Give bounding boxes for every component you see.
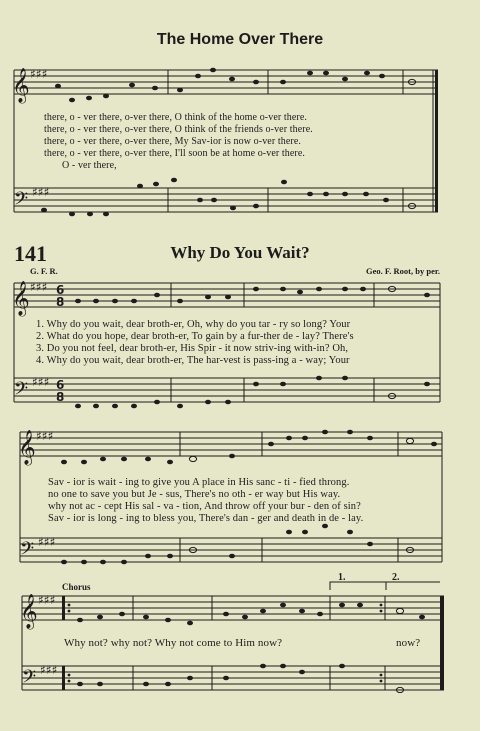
lyric-line: there, o - ver there, o-ver there, I'll soon be at home o-ver there. [44, 148, 305, 159]
first-ending-label: 1. [338, 572, 346, 583]
hymn-number: 141 [14, 241, 47, 266]
composer-credit: Geo. F. Root, by per. [366, 266, 440, 276]
lyric-line: Sav - ior is long - ing to bless you, There's dan - ger and death in de - lay. [48, 513, 364, 524]
lyric-line: there, o - ver there, o-ver there, My Sav-ior is now o-ver there. [44, 136, 301, 147]
svg-text:♯♯♯: ♯♯♯ [36, 429, 54, 443]
svg-text:♯♯♯: ♯♯♯ [38, 535, 56, 549]
svg-text:♯♯♯: ♯♯♯ [32, 185, 50, 199]
svg-text:6: 6 [56, 283, 65, 297]
staff-system1-bass [14, 188, 438, 212]
svg-text:8: 8 [56, 390, 65, 404]
lyric-line: there, o - ver there, o-ver there, O think of the home o-ver there. [44, 112, 307, 123]
lyric-line: 3. Do you not feel, dear broth-er, His Spir - it now striv-ing with-in? Oh, [36, 343, 349, 354]
svg-text:𝄞: 𝄞 [20, 594, 38, 629]
lyric-line: Sav - ior is wait - ing to give you A place in His sanc - ti - fied throng. [48, 477, 350, 488]
svg-text:6: 6 [56, 378, 65, 392]
chorus-end-lyric: now? [396, 637, 421, 649]
lyric-line: 2. What do you hope, dear broth-er, To gain by a fur-ther de - lay? There's [36, 331, 354, 342]
bass-lyric: O - ver there, [62, 160, 117, 171]
lyric-line: no one to save you but Je - sus, There's no oth - er way but His way. [48, 489, 341, 500]
svg-text:♯♯♯: ♯♯♯ [38, 593, 56, 607]
svg-text:♯♯♯: ♯♯♯ [32, 375, 50, 389]
svg-text:𝄞: 𝄞 [18, 430, 36, 465]
lyricist-credit: G. F. R. [30, 266, 58, 276]
svg-text:♯♯♯: ♯♯♯ [30, 280, 48, 294]
svg-text:𝄞: 𝄞 [12, 281, 30, 316]
lyric-line: 4. Why do you wait, dear broth-er, The har-vest is pass-ing a - way; Your [36, 355, 350, 366]
svg-text:𝄢: 𝄢 [14, 379, 29, 404]
treble-clef-icon: 𝄞 [12, 68, 30, 103]
second-ending-label: 2. [392, 572, 400, 583]
chorus-label: Chorus [62, 582, 91, 592]
lyric-line: 1. Why do you wait, dear broth-er, Oh, why do you tar - ry so long? Your [36, 319, 351, 330]
svg-text:8: 8 [56, 295, 65, 309]
hymn-title-why-do-you-wait: Why Do You Wait? [170, 243, 310, 262]
lyric-line: why not ac - cept His sal - va - tion, And throw off your bur - den of sin? [48, 501, 361, 512]
hymn-title-home-over-there: The Home Over There [156, 31, 324, 48]
bass-clef-icon: 𝄢 [14, 189, 29, 214]
svg-text:♯♯♯: ♯♯♯ [30, 67, 48, 81]
svg-text:𝄢: 𝄢 [22, 667, 37, 692]
chorus-lyric: Why not? why not? Why not come to Him now? [64, 637, 283, 649]
staff-system1-treble [14, 70, 438, 94]
svg-text:𝄢: 𝄢 [20, 539, 35, 564]
lyric-line: there, o - ver there, o-ver there, O think of the friends o-ver there. [44, 124, 313, 135]
svg-text:♯♯♯: ♯♯♯ [40, 663, 58, 677]
